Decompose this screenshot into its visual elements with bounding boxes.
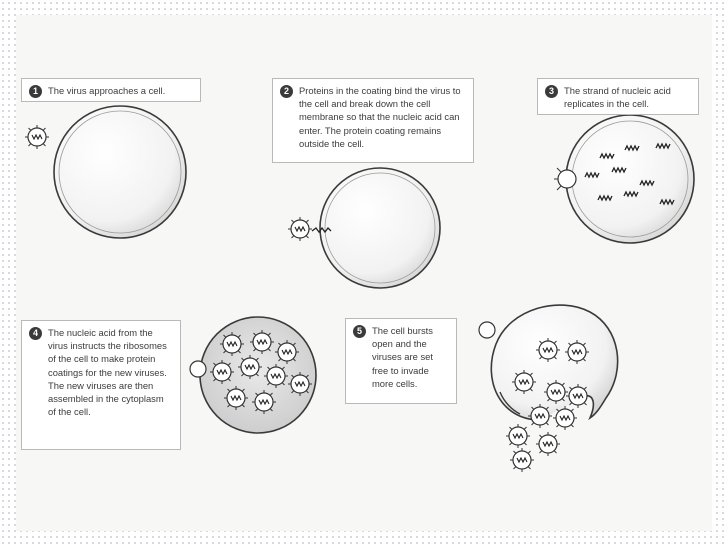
step-2-text: Proteins in the coating bind the virus to the cell and break down the cell membrane so that the nucleic acid can enter. The protein coating remains outside the cell.	[299, 85, 461, 149]
step-1-number: 1	[29, 85, 42, 98]
step-4-text: The nucleic acid from the virus instructs the ribosomes of the cell to make protein coatings for the new viruses. The new viruses are then assembled in the cytoplasm of the cell.	[48, 327, 167, 418]
stage-5-illustration	[479, 305, 618, 472]
step-3-number: 3	[545, 85, 558, 98]
step-3-text: The strand of nucleic acid replicates in the cell.	[564, 85, 671, 110]
empty-protein-coat	[190, 361, 206, 377]
burst-cell	[491, 305, 617, 420]
stage-3-illustration	[554, 115, 694, 243]
virus-particle	[288, 217, 312, 241]
stage-4-illustration	[190, 317, 316, 433]
step-3-caption	[537, 78, 699, 115]
empty-protein-coat	[558, 170, 576, 188]
step-4-caption	[21, 320, 181, 450]
stage-1-illustration	[25, 106, 186, 238]
step-5-number: 5	[353, 325, 366, 338]
step-2-number: 2	[280, 85, 293, 98]
step-1-caption	[21, 78, 201, 102]
step-1-text: The virus approaches a cell.	[48, 85, 166, 96]
step-5-text: The cell bursts open and the viruses are set free to invade more cells.	[372, 325, 433, 389]
empty-protein-coat	[479, 322, 495, 338]
step-5-caption	[345, 318, 457, 404]
step-2-caption	[272, 78, 474, 163]
host-cell	[566, 115, 694, 243]
step-4-number: 4	[29, 327, 42, 340]
host-cell	[54, 106, 186, 238]
virus-particle	[25, 125, 49, 149]
stage-2-illustration	[288, 168, 440, 288]
host-cell	[320, 168, 440, 288]
